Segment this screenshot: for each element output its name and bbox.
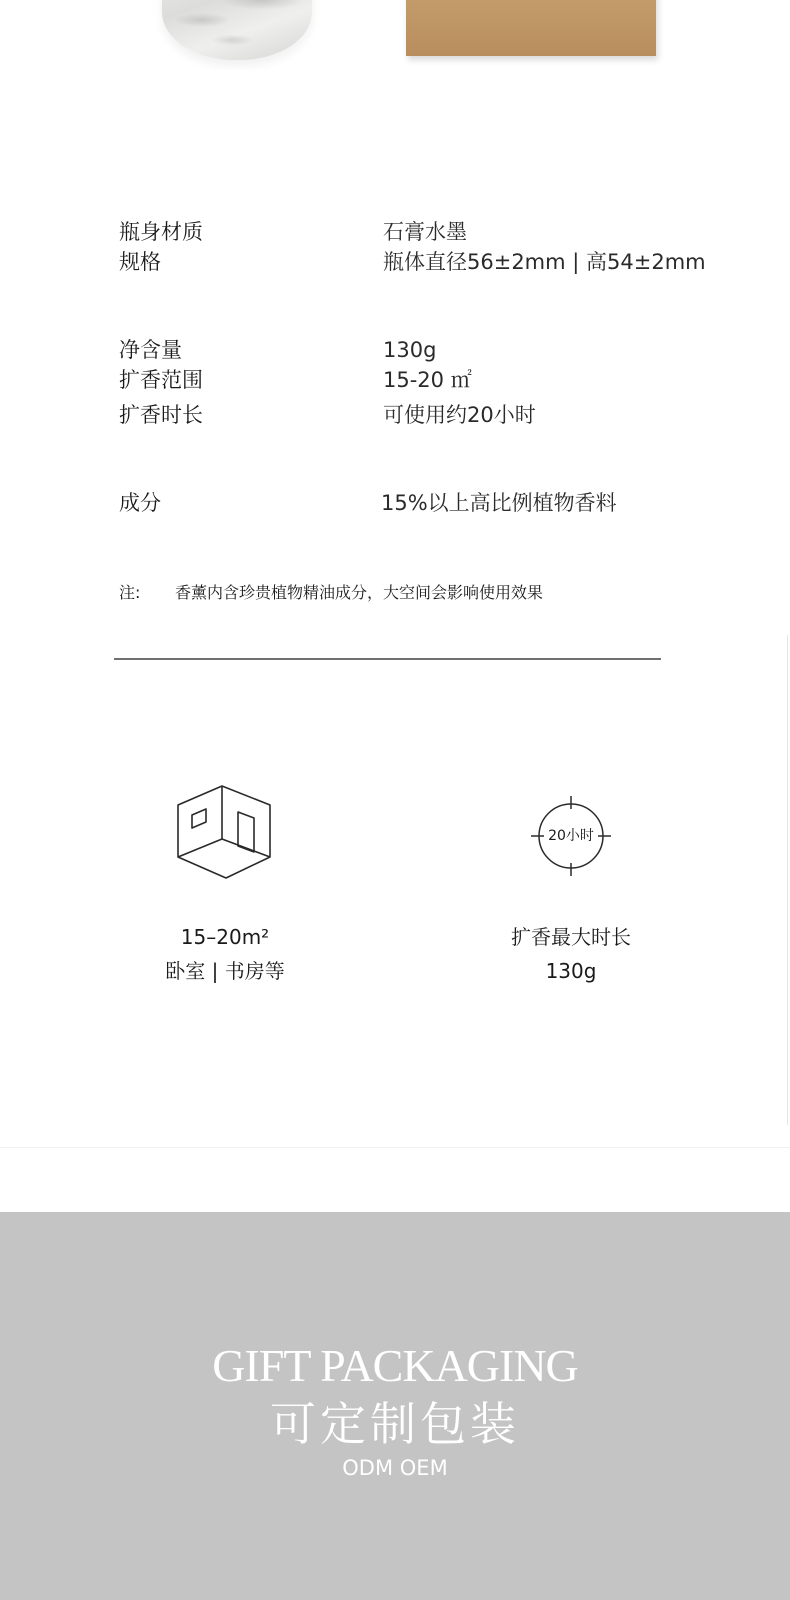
spec-value-duration: 可使用约20小时 [383, 403, 536, 427]
spec-value-ingredients: 15%以上高比例植物香料 [381, 491, 617, 515]
gift-subtitle: 可定制包装 [270, 1397, 520, 1451]
spec-value-material: 石膏水墨 [383, 220, 467, 244]
section-separator [0, 1147, 790, 1148]
edge-line [787, 635, 788, 1125]
feature-duration-weight: 130g [545, 959, 597, 983]
spec-label-duration: 扩香时长 [119, 403, 203, 427]
product-photo [0, 0, 790, 70]
spec-label-net-content: 净含量 [119, 338, 182, 362]
feature-duration-label: 扩香最大时长 [511, 925, 631, 949]
spec-value-net-content: 130g [383, 338, 437, 362]
clock-icon-label: 20小时 [548, 828, 594, 844]
feature-area-range: 15–20m² [180, 925, 270, 949]
gift-odm-oem: ODM OEM [342, 1456, 448, 1480]
note-text: 香薰内含珍贵植物精油成分，大空间会影响使用效果 [175, 583, 544, 602]
marble-jar-image [162, 0, 312, 60]
spec-label-ingredients: 成分 [119, 491, 161, 515]
room-cube-icon [172, 782, 278, 882]
spec-value-range: 15-20 ㎡ [383, 368, 472, 392]
section-divider [114, 658, 661, 660]
kraft-box-image [406, 0, 656, 56]
spec-label-size: 规格 [119, 250, 161, 274]
feature-area-rooms: 卧室 | 书房等 [165, 959, 285, 983]
spec-value-size: 瓶体直径56±2mm | 高54±2mm [383, 250, 706, 274]
note-label: 注: [119, 583, 141, 602]
gift-title: GIFT PACKAGING [212, 1340, 578, 1391]
spec-label-material: 瓶身材质 [119, 220, 203, 244]
spec-label-range: 扩香范围 [119, 368, 203, 392]
